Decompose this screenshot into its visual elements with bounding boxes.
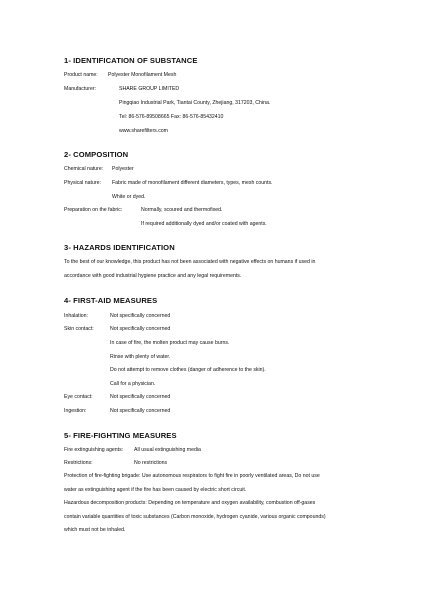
preparation-value: Normally, scoured and thermofixed.	[141, 207, 223, 213]
hazardous-products-line-3: which must not be inhaled.	[64, 527, 126, 533]
chemical-nature-value: Polyester	[112, 166, 134, 172]
section-5-heading: 5- FIRE-FIGHTING MEASURES	[64, 431, 177, 440]
inhalation-label: Inhalation:	[64, 313, 88, 319]
physical-nature-value: Fabric made of monofilament different diameters, types, mesh counts.	[112, 180, 273, 186]
skin-contact-label: Skin contact:	[64, 326, 94, 332]
inhalation-value: Not specifically concerned	[110, 313, 171, 319]
preparation-value-2: If required additionally dyed and/or coated with agents.	[141, 221, 267, 227]
product-name-label: Product name:	[64, 72, 98, 78]
preparation-label: Preparation on the fabric:	[64, 207, 123, 213]
skin-contact-note-3: Do not attempt to remove clothes (danger of adherence to the skin).	[110, 367, 266, 373]
eye-contact-label: Eye contact:	[64, 394, 93, 400]
extinguishing-agents-value: All usual extinguishing media	[134, 447, 201, 453]
company-address: Pingqiao Industrial Park, Tiantai County, Zhejiang, 317203, China.	[119, 100, 271, 106]
eye-contact-value: Not specifically concerned	[110, 394, 171, 400]
restrictions-value: No restrictions	[134, 460, 168, 466]
extinguishing-agents-label: Fire extinguishing agents:	[64, 447, 124, 453]
hazardous-products-line-1: Hazardous decomposition products: Depending on temperature and oxygen availability, combustion off-gases	[64, 500, 316, 506]
company-website: www.sharefilters.com	[119, 128, 169, 134]
protection-line-2: water as extinguishing agent if the fire has been caused by electric short circuit.	[64, 487, 247, 493]
hazardous-products-line-2: contain variable quantities of toxic substances (Carbon monoxide, hydrogen cyanide, various organic compounds)	[64, 514, 326, 520]
product-name-value: Polyester Monofilament Mesh	[108, 72, 177, 78]
restrictions-label: Restrictions:	[64, 460, 93, 466]
chemical-nature-label: Chemical nature:	[64, 166, 104, 172]
ingestion-value: Not specifically concerned	[110, 408, 171, 414]
manufacturer-label: Manufacturer:	[64, 86, 97, 92]
skin-contact-note-1: In case of fire, the molten product may cause burns.	[110, 340, 230, 346]
section-1-heading: 1- IDENTIFICATION OF SUBSTANCE	[64, 56, 198, 65]
skin-contact-note-2: Rinse with plenty of water.	[110, 354, 171, 360]
company-tel-fax: Tel: 86-576-89508665 Fax: 86-576-85432410	[119, 114, 224, 120]
ingestion-label: Ingestion:	[64, 408, 87, 414]
hazards-text-line-1: To the best of our knowledge, this product has not been associated with negative effects on humans if used in	[64, 259, 316, 265]
hazards-text-line-2: accordance with good industrial hygiene practice and any legal requirements.	[64, 273, 242, 279]
physical-nature-value-2: White or dyed.	[112, 194, 146, 200]
company-name: SHARE GROUP LIMITED	[119, 86, 180, 92]
skin-contact-note-4: Call for a physician.	[110, 381, 156, 387]
protection-line-1: Protection of fire-fighting brigade: Use autonomous respirators to fight fire in poorly ventilated areas, Do not use	[64, 473, 320, 479]
section-2-heading: 2- COMPOSITION	[64, 150, 129, 159]
physical-nature-label: Physical nature:	[64, 180, 101, 186]
section-3-heading: 3- HAZARDS IDENTIFICATION	[64, 243, 175, 252]
section-4-heading: 4- FIRST-AID MEASURES	[64, 296, 158, 305]
skin-contact-value: Not specifically concerned	[110, 326, 171, 332]
